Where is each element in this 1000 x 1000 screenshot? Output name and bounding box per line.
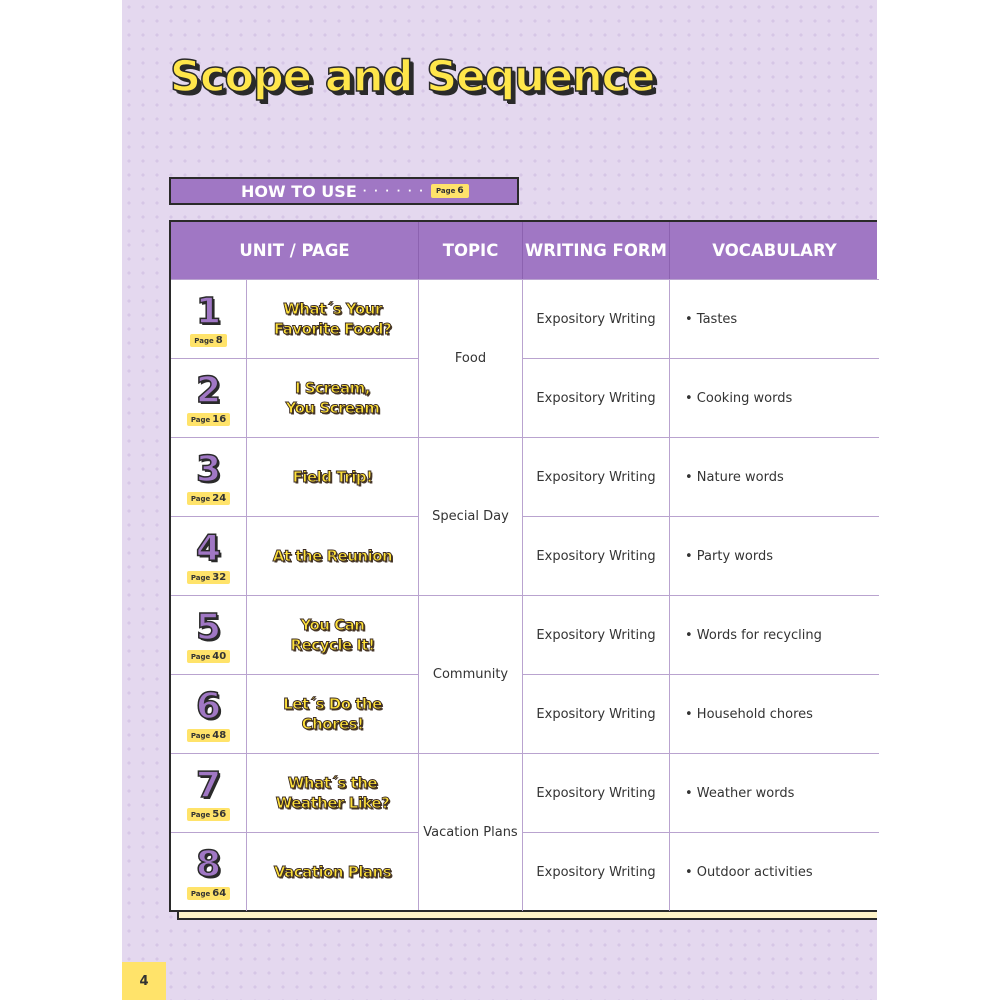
writing-form-cell: Expository Writing [522,279,669,358]
unit-title: Vacation Plans [273,863,392,881]
topic-cell: Community [418,595,522,753]
unit-page-tag [187,571,230,584]
table-row [171,832,877,911]
unit-page-tag [190,334,226,347]
header-unit-page: UNIT / PAGE [239,241,350,260]
page-prefix: Page [435,187,456,195]
unit-title: Field Trip! [292,468,373,486]
unit-number: 5 [195,606,222,648]
unit-page-number: 48 [212,729,227,741]
header-vocabulary: VOCABULARY [669,222,879,279]
page-prefix: Page [194,336,214,345]
unit-number-cell [171,832,246,911]
page-prefix: Page [190,889,211,898]
page-prefix: Page [190,731,211,740]
vocabulary-cell: • Nature words [669,437,879,516]
writing-form-cell: Expository Writing [522,832,669,911]
vocabulary-cell: • Outdoor activities [669,832,879,911]
table-row [171,279,877,358]
unit-title: What´s Your Favorite Food? [273,300,392,338]
writing-form-cell: Expository Writing [522,358,669,437]
topic-cell: Special Day [418,437,522,595]
unit-page-tag [187,492,230,505]
unit-number-cell [171,595,246,674]
unit-number-cell [171,753,246,832]
unit-number: 1 [195,290,222,332]
vocabulary-cell: • Cooking words [669,358,879,437]
vocabulary-cell: • Words for recycling [669,595,879,674]
vocabulary-cell: • Tastes [669,279,879,358]
unit-number: 7 [195,764,222,806]
unit-title-cell [246,516,418,595]
page-prefix: Page [190,415,211,424]
writing-form-cell: Expository Writing [522,516,669,595]
unit-title: I Scream, You Scream [285,379,380,417]
vocabulary-cell: • Party words [669,516,879,595]
unit-number: 3 [195,448,222,490]
table-row [171,595,877,674]
unit-number-cell [171,437,246,516]
unit-title: What´s the Weather Like? [275,774,390,812]
unit-number: 6 [195,685,222,727]
how-to-use-banner [169,177,519,205]
page-background [122,0,877,1000]
page-prefix: Page [190,652,211,661]
unit-page-number: 24 [212,492,227,504]
unit-page-number: 40 [212,650,227,662]
unit-title-cell [246,437,418,516]
header-writing-form: WRITING FORM [522,222,669,279]
unit-title-cell [246,595,418,674]
page-prefix: Page [190,573,211,582]
unit-title-cell [246,358,418,437]
page-number-ref: 6 [457,186,464,196]
dot-leader: · · · · · · [362,185,425,197]
table-row [171,516,877,595]
table-row [171,437,877,516]
page-title: Scope and Sequence [170,52,655,102]
table-row [171,753,877,832]
unit-number: 8 [195,843,222,885]
unit-number-cell [171,358,246,437]
page-number: 4 [122,962,166,1000]
unit-page-tag [187,650,230,663]
unit-page-tag [187,808,230,821]
how-to-use-page-tag [431,184,469,198]
writing-form-cell: Expository Writing [522,753,669,832]
table-row [171,674,877,753]
unit-title: Let´s Do the Chores! [283,695,382,733]
unit-number-cell [171,516,246,595]
unit-title-cell [246,674,418,753]
header-topic: TOPIC [418,222,522,279]
table-row [171,358,877,437]
vocabulary-cell: • Household chores [669,674,879,753]
writing-form-cell: Expository Writing [522,595,669,674]
topic-cell: Food [418,279,522,437]
unit-title-cell [246,753,418,832]
unit-title: At the Reunion [272,547,393,565]
unit-page-number: 8 [215,334,223,346]
unit-page-number: 32 [212,571,227,583]
writing-form-cell: Expository Writing [522,437,669,516]
unit-number: 2 [195,369,222,411]
unit-page-number: 64 [212,887,227,899]
scope-table [169,220,877,912]
unit-title: You Can Recycle It! [290,616,375,654]
unit-page-tag [187,413,230,426]
unit-title-cell [246,832,418,911]
vocabulary-cell: • Weather words [669,753,879,832]
page-prefix: Page [190,810,211,819]
unit-page-number: 56 [212,808,227,820]
how-to-use-label: HOW TO USE [241,181,357,201]
unit-title-cell [246,279,418,358]
unit-page-tag [187,729,230,742]
topic-cell: Vacation Plans [418,753,522,910]
page-prefix: Page [190,494,211,503]
table-header [171,222,877,279]
unit-number: 4 [195,527,222,569]
writing-form-cell: Expository Writing [522,674,669,753]
unit-number-cell [171,674,246,753]
unit-page-tag [187,887,230,900]
unit-number-cell [171,279,246,358]
unit-page-number: 16 [212,413,227,425]
